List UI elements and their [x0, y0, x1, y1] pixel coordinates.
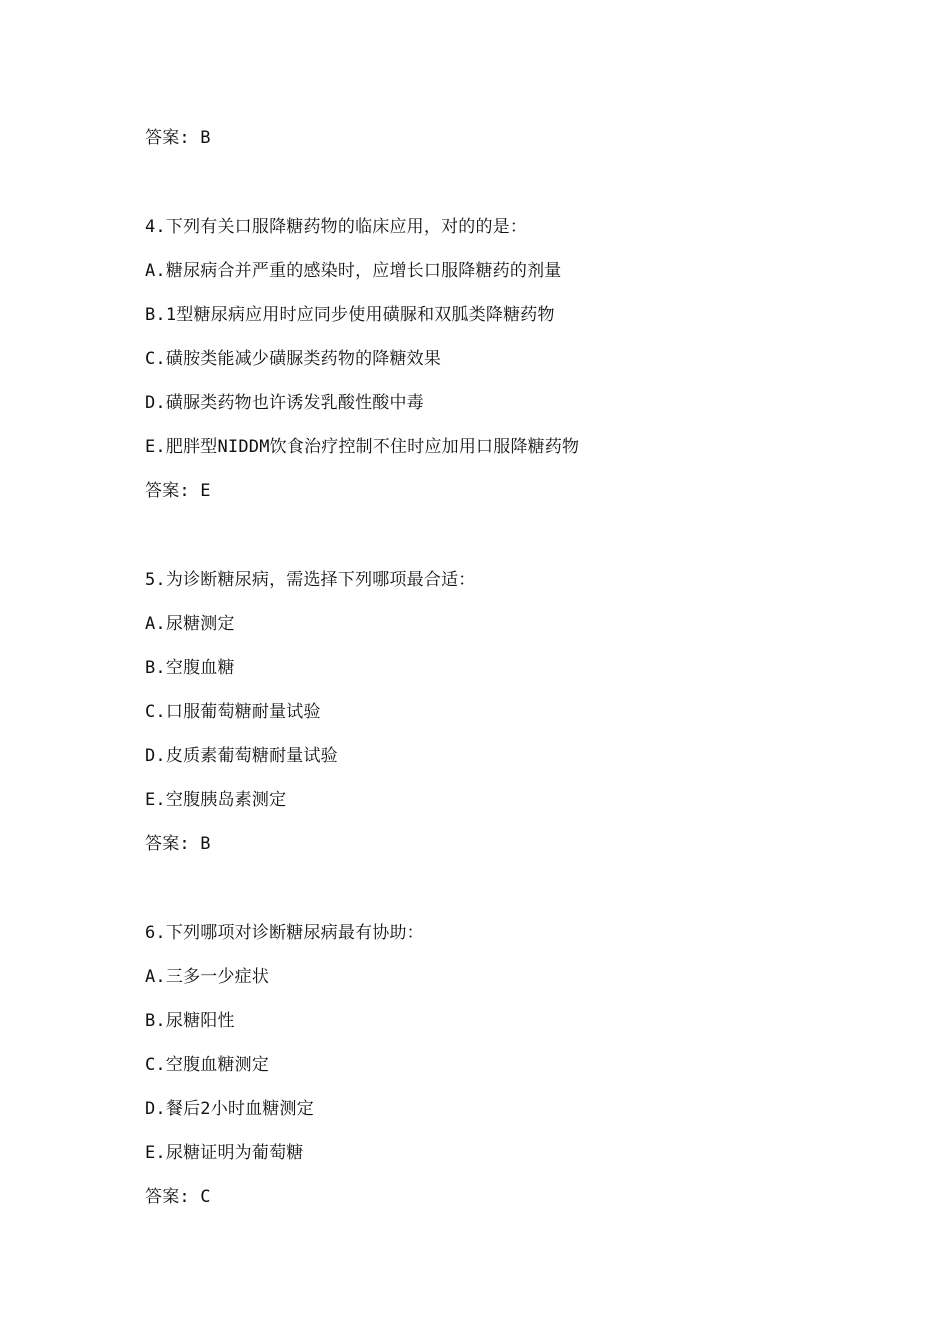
previous-answer: 答案: B [145, 128, 211, 148]
option-c: C.口服葡萄糖耐量试验 [145, 702, 321, 722]
answer: 答案: B [145, 834, 211, 854]
option-a: A.三多一少症状 [145, 967, 270, 987]
option-c: C.磺胺类能减少磺脲类药物的降糖效果 [145, 349, 442, 369]
option-a: A.尿糖测定 [145, 614, 235, 634]
option-d: D.餐后2小时血糖测定 [145, 1099, 314, 1119]
option-e: E.尿糖证明为葡萄糖 [145, 1143, 304, 1163]
option-b: B.1型糖尿病应用时应同步使用磺脲和双胍类降糖药物 [145, 305, 555, 325]
option-d: D.皮质素葡萄糖耐量试验 [145, 746, 338, 766]
option-a: A.糖尿病合并严重的感染时，应增长口服降糖药的剂量 [145, 261, 562, 281]
question-stem: 4.下列有关口服降糖药物的临床应用，对的的是： [145, 217, 528, 237]
option-b: B.尿糖阳性 [145, 1011, 235, 1031]
option-b: B.空腹血糖 [145, 658, 235, 678]
answer: 答案: E [145, 481, 211, 501]
question-stem: 6.下列哪项对诊断糖尿病最有协助： [145, 923, 424, 943]
option-e: E.空腹胰岛素测定 [145, 790, 287, 810]
question-stem: 5.为诊断糖尿病，需选择下列哪项最合适： [145, 570, 476, 590]
option-e: E.肥胖型NIDDM饮食治疗控制不住时应加用口服降糖药物 [145, 437, 580, 457]
option-d: D.磺脲类药物也许诱发乳酸性酸中毒 [145, 393, 424, 413]
answer: 答案: C [145, 1187, 211, 1207]
option-c: C.空腹血糖测定 [145, 1055, 270, 1075]
